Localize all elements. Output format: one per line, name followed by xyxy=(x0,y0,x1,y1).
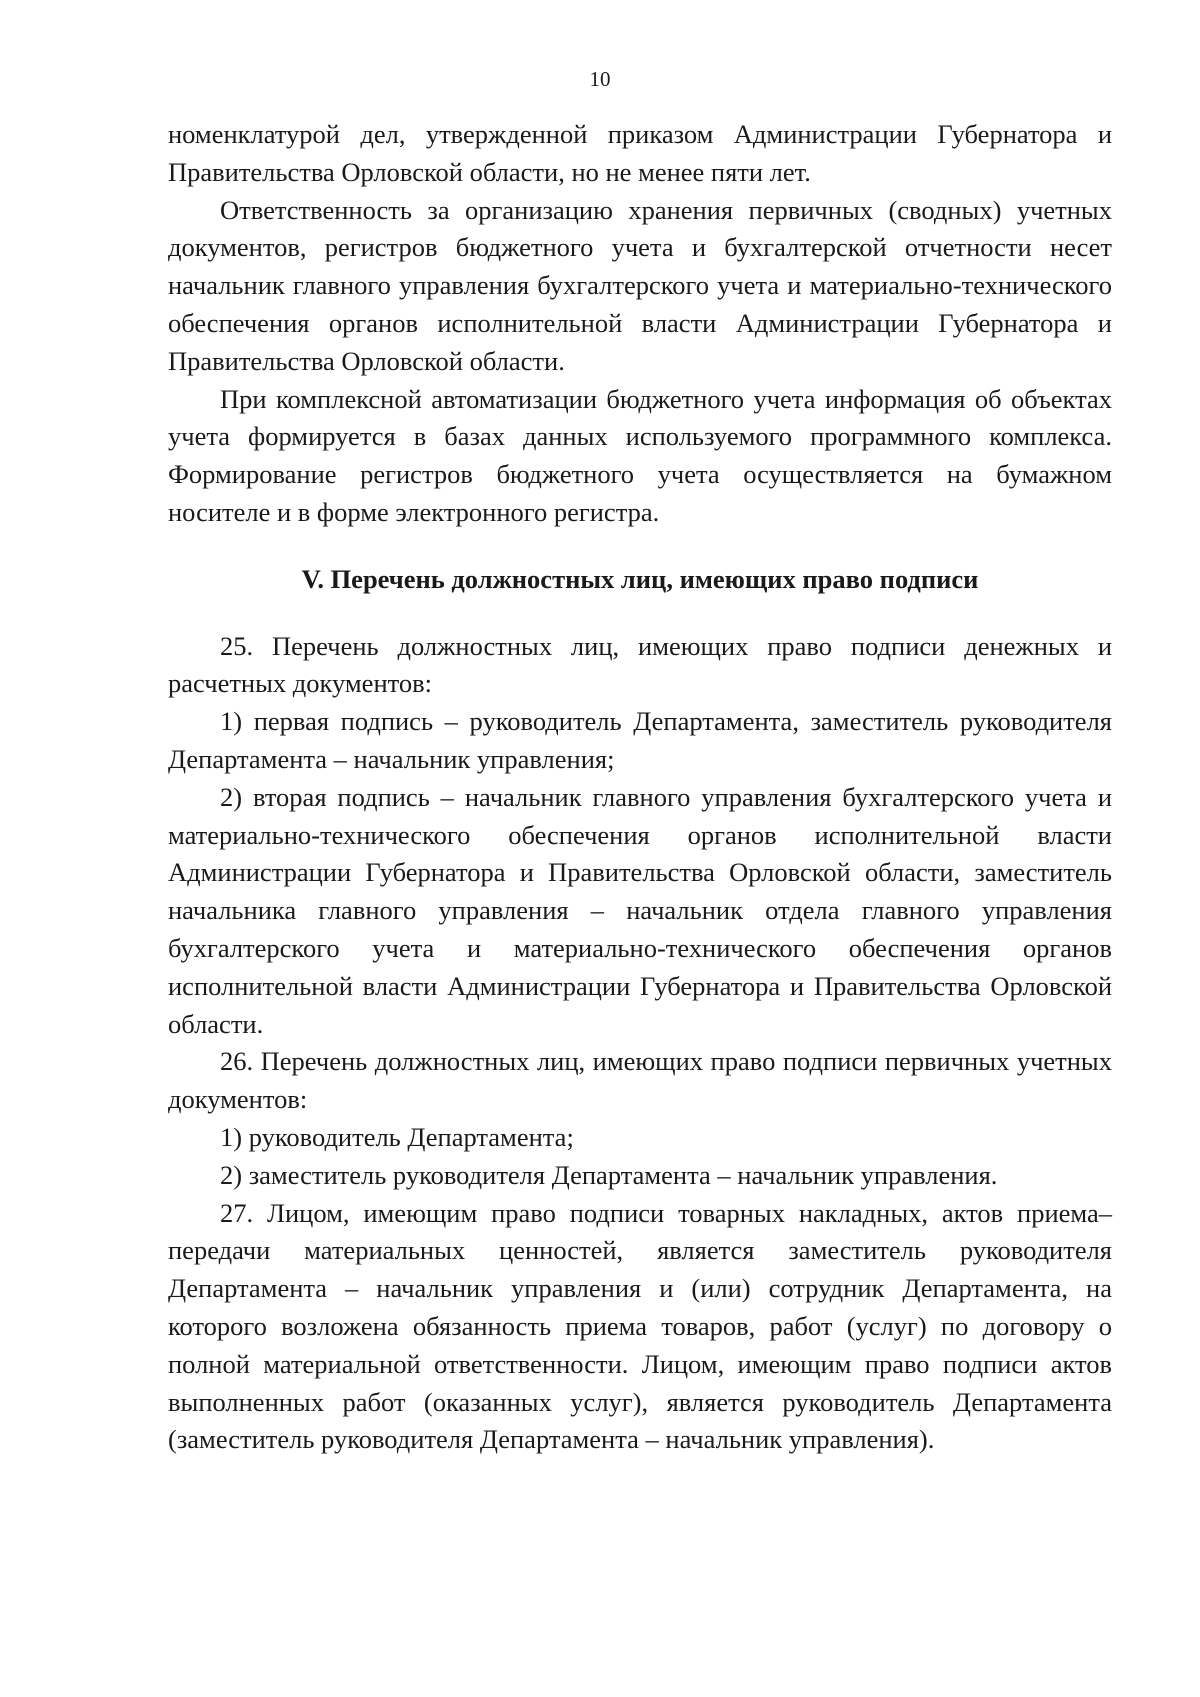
paragraph-item-25-1: 1) первая подпись – руководитель Департамента, заместитель руководителя Департамента – начальник управления; xyxy=(168,706,1112,774)
page-number: 10 xyxy=(589,67,611,91)
document-body xyxy=(168,116,1112,1459)
paragraph-item-25-2: 2) вторая подпись – начальник главного управления бухгалтерского учета и материально-технического обеспечения органов исполнительной власти Администрации Губернатора и Правительства Орловской области, заместитель начальника главного управления – начальник отдела главного управления бухгалтерского учета и материально-технического обеспечения органов исполнительной власти Администрации Губернатора и Правительства Орловской области. xyxy=(168,781,1112,1039)
section-heading: V. Перечень должностных лиц, имеющих право подписи xyxy=(301,563,979,594)
paragraph-continuation: номенклатурой дел, утвержденной приказом Администрации Губернатора и Правительства Орловской области, но не менее пяти лет. xyxy=(168,119,1112,187)
paragraph-item-26-2: 2) заместитель руководителя Департамента – начальник управления. xyxy=(220,1159,998,1190)
paragraph-item-26: 26. Перечень должностных лиц, имеющих право подписи первичных учетных документов: xyxy=(168,1046,1112,1115)
paragraph-automation: При комплексной автоматизации бюджетного учета информация об объектах учета формируется в базах данных используемого программного комплекса. Формирование регистров бюджетного учета осуществляется на бумажном носителе и в форме электронного регистра. xyxy=(168,383,1112,527)
paragraph-item-25: 25. Перечень должностных лиц, имеющих право подписи денежных и расчетных документов: xyxy=(168,630,1112,699)
paragraph-item-26-1: 1) руководитель Департамента; xyxy=(220,1121,574,1152)
paragraph-responsibility: Ответственность за организацию хранения первичных (сводных) учетных документов, регистров бюджетного учета и бухгалтерской отчетности несет начальник главного управления бухгалтерского учета и материально-технического обеспечения органов исполнительной власти Администрации Губернатора и Правительства Орловской области. xyxy=(168,194,1112,376)
paragraph-item-27: 27. Лицом, имеющим право подписи товарных накладных, актов приема–передачи материальных ценностей, является заместитель руководителя Департамента – начальник управления и (или) сотрудник Департамента, на которого возложена обязанность приема товаров, работ (услуг) по договору о полной материальной ответственности. Лицом, имеющим право подписи актов выполненных работ (оказанных услуг), является руководитель Департамента (заместитель руководителя Департамента – начальник управления). xyxy=(168,1197,1112,1455)
